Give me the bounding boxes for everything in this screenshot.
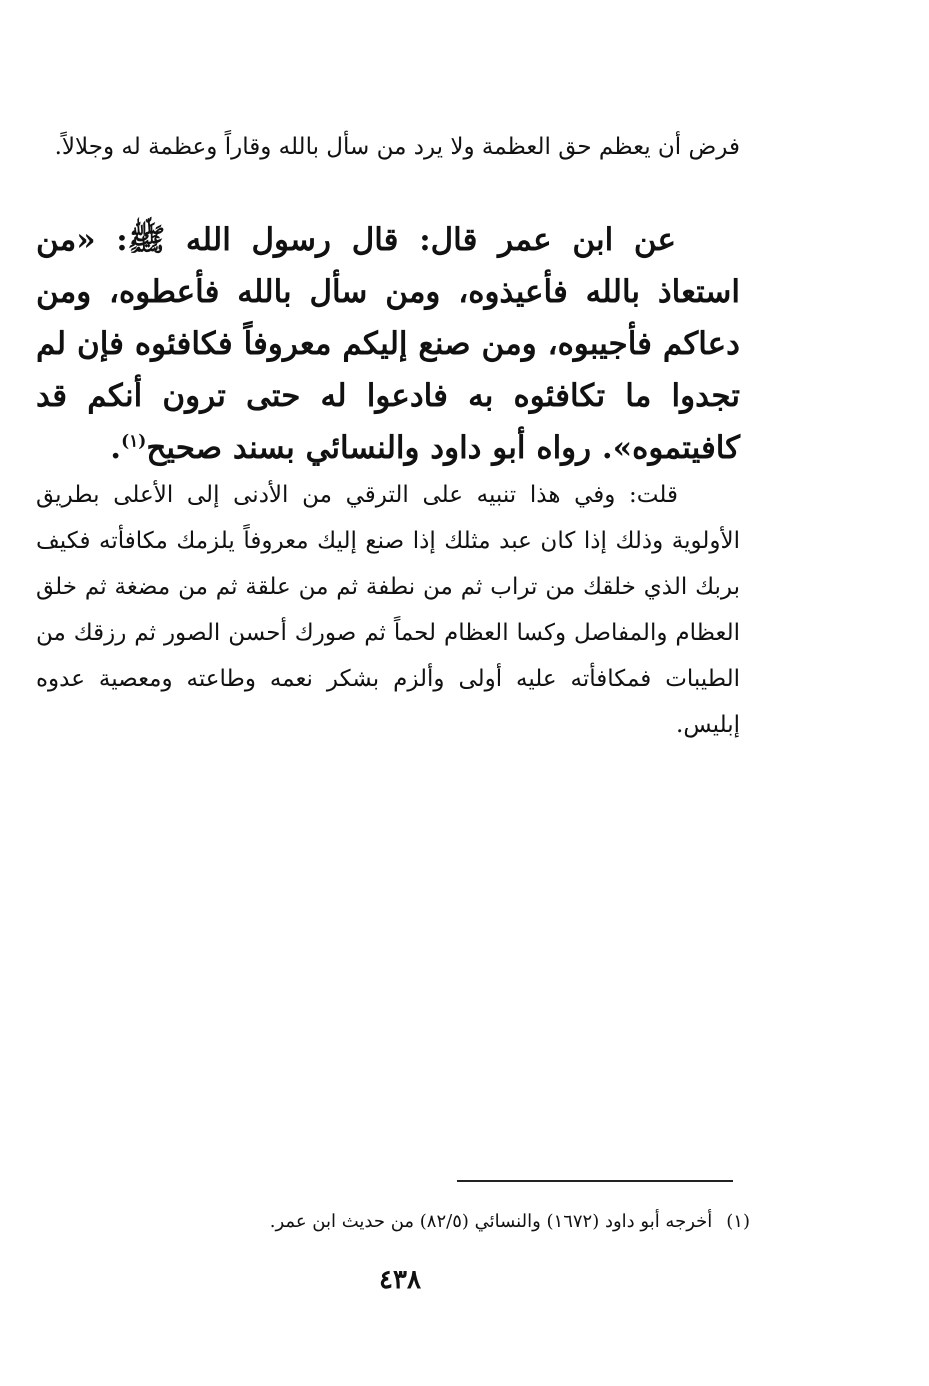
hadith-paragraph xyxy=(36,214,740,474)
footnote-text: أخرجه أبو داود (١٦٧٢) والنسائي (٨٢/٥) من حديث ابن عمر. xyxy=(269,1211,713,1232)
footnote-number: (١) xyxy=(726,1211,750,1232)
footnote-reference[interactable]: (١) xyxy=(121,431,147,452)
footnote-divider xyxy=(457,1180,733,1182)
commentary-paragraph: قلت: وفي هذا تنبيه على الترقي من الأدنى إلى الأعلى بطريق الأولوية وذلك إذا كان عبد مثلك إذا صنع إليك معروفاً يلزمك مكافأته فكيف بربك الذي خلقك من تراب ثم من نطفة ثم من علقة ثم من مضغة ثم خلق العظام والمفاصل وكسا العظام لحماً ثم صورك أحسن الصور ثم رزقك من الطيبات فمكافأته عليه أولى وألزم بشكر نعمه وطاعته ومعصية عدوه إبليس. xyxy=(36,482,741,738)
hadith-text: عن ابن عمر قال: قال رسول الله ﷺ: «من استعاذ بالله فأعيذوه، ومن سأل بالله فأعطوه، ومن دعاكم فأجيبوه، ومن صنع إليكم معروفاً فكافئوه فإن لم تجدوا ما تكافئوه به فادعوا له حتى ترون أنكم قد كافيتموه». رواه أبو داود والنسائي بسند صحيح xyxy=(36,222,740,466)
hadith-end-punctuation: . xyxy=(110,430,122,466)
page-number: ٤٣٨ xyxy=(379,1265,421,1295)
footnote xyxy=(100,1206,750,1238)
paragraph-continuation: فرض أن يعظم حق العظمة ولا يرد من سأل بالله وقاراً وعظمة له وجلالاً. xyxy=(54,134,740,160)
